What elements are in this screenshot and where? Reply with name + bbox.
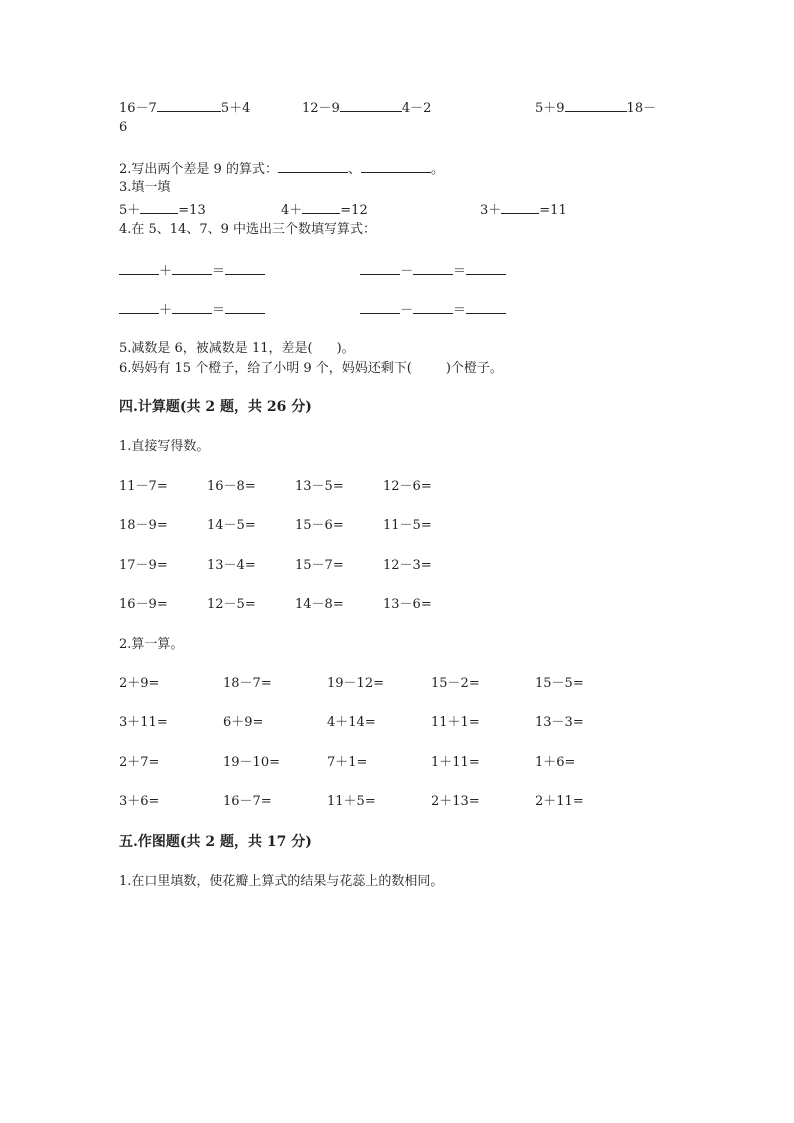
plus-sign: ＋ bbox=[159, 303, 173, 318]
compare-b-left: 12－9 bbox=[302, 101, 340, 116]
problem-cell[interactable]: 11＋1= bbox=[431, 715, 480, 730]
problem-cell[interactable]: 15－7= bbox=[295, 558, 344, 573]
problem-cell[interactable]: 1＋11= bbox=[431, 755, 480, 770]
problem-cell[interactable]: 13－4= bbox=[207, 558, 256, 573]
answer-blank[interactable] bbox=[413, 261, 453, 275]
problem-cell[interactable]: 11＋5= bbox=[327, 794, 376, 809]
answer-blank[interactable] bbox=[302, 200, 340, 214]
compare-c-wrap: 6 bbox=[119, 120, 128, 135]
fill-b-post: =12 bbox=[340, 203, 368, 218]
equation-sub-1 bbox=[360, 261, 506, 281]
answer-blank[interactable] bbox=[565, 98, 627, 112]
answer-blank[interactable] bbox=[225, 300, 265, 314]
question-5-text: 5.减数是 6，被减数是 11，差是( bbox=[119, 341, 313, 356]
equation-sub-2 bbox=[360, 300, 506, 320]
fill-a-pre: 5＋ bbox=[119, 203, 141, 218]
answer-blank[interactable] bbox=[501, 200, 539, 214]
fill-b-pre: 4＋ bbox=[281, 203, 303, 218]
section-4-q2-title: 2.算一算。 bbox=[119, 637, 184, 652]
period: 。 bbox=[430, 162, 444, 177]
answer-blank[interactable] bbox=[157, 98, 221, 112]
plus-sign: ＋ bbox=[159, 264, 173, 279]
question-5-end: )。 bbox=[336, 341, 355, 356]
answer-blank[interactable] bbox=[172, 261, 212, 275]
fill-item-b bbox=[281, 200, 368, 220]
problem-cell[interactable]: 7＋1= bbox=[327, 755, 368, 770]
problem-cell[interactable]: 11－7= bbox=[119, 479, 168, 494]
fill-c-pre: 3＋ bbox=[480, 203, 502, 218]
minus-sign: － bbox=[400, 303, 414, 318]
answer-blank[interactable] bbox=[172, 300, 212, 314]
problem-cell[interactable]: 18－9= bbox=[119, 518, 168, 533]
problem-cell[interactable]: 15－2= bbox=[431, 676, 480, 691]
equals-sign: ＝ bbox=[212, 264, 226, 279]
problem-cell[interactable]: 6＋9= bbox=[223, 715, 264, 730]
problem-cell[interactable]: 17－9= bbox=[119, 558, 168, 573]
compare-c-left: 5＋9 bbox=[535, 101, 565, 116]
problem-cell[interactable]: 16－8= bbox=[207, 479, 256, 494]
answer-blank[interactable] bbox=[119, 261, 159, 275]
problem-cell[interactable]: 14－5= bbox=[207, 518, 256, 533]
problem-cell[interactable]: 15－6= bbox=[295, 518, 344, 533]
problem-cell[interactable]: 2＋7= bbox=[119, 755, 160, 770]
compare-c-right: 18－ bbox=[626, 101, 657, 116]
answer-blank[interactable] bbox=[278, 159, 348, 173]
answer-blank[interactable] bbox=[360, 300, 400, 314]
problem-cell[interactable]: 11－5= bbox=[383, 518, 432, 533]
equals-sign: ＝ bbox=[212, 303, 226, 318]
question-3-title: 3.填一填 bbox=[119, 180, 171, 195]
compare-a-right: 5＋4 bbox=[220, 101, 251, 116]
question-6-end: )个橙子。 bbox=[445, 361, 503, 376]
problem-cell[interactable]: 2＋13= bbox=[431, 794, 480, 809]
answer-blank[interactable] bbox=[466, 261, 506, 275]
fill-c-post: =11 bbox=[539, 203, 567, 218]
answer-blank[interactable] bbox=[466, 300, 506, 314]
problem-cell[interactable]: 16－9= bbox=[119, 597, 168, 612]
equation-add-2 bbox=[119, 300, 265, 320]
question-6-text: 6.妈妈有 15 个橙子，给了小明 9 个，妈妈还剩下( bbox=[119, 361, 412, 376]
fill-item-a bbox=[119, 200, 206, 220]
answer-blank[interactable] bbox=[413, 300, 453, 314]
problem-cell[interactable]: 13－3= bbox=[535, 715, 584, 730]
problem-cell[interactable]: 13－6= bbox=[383, 597, 432, 612]
problem-cell[interactable]: 18－7= bbox=[223, 676, 272, 691]
section-4-q1-title: 1.直接写得数。 bbox=[119, 439, 210, 454]
problem-cell[interactable]: 3＋11= bbox=[119, 715, 168, 730]
question-4-title: 4.在 5、14、7、9 中选出三个数填写算式： bbox=[119, 222, 377, 237]
section-4-heading: 四.计算题(共 2 题，共 26 分) bbox=[119, 399, 312, 415]
compare-b-right: 4－2 bbox=[401, 101, 432, 116]
question-6 bbox=[119, 360, 503, 378]
compare-item-b bbox=[302, 98, 431, 118]
equals-sign: ＝ bbox=[453, 264, 467, 279]
problem-cell[interactable]: 14－8= bbox=[295, 597, 344, 612]
answer-blank[interactable] bbox=[119, 300, 159, 314]
fill-item-c bbox=[480, 200, 567, 220]
answer-blank[interactable] bbox=[225, 261, 265, 275]
equals-sign: ＝ bbox=[453, 303, 467, 318]
problem-cell[interactable]: 13－5= bbox=[295, 479, 344, 494]
question-5 bbox=[119, 340, 355, 358]
problem-cell[interactable]: 1＋6= bbox=[535, 755, 576, 770]
problem-cell[interactable]: 19－10= bbox=[223, 755, 280, 770]
section-5-q1-title: 1.在口里填数，使花瓣上算式的结果与花蕊上的数相同。 bbox=[119, 874, 444, 889]
answer-blank[interactable] bbox=[140, 200, 178, 214]
compare-a-left: 16－7 bbox=[119, 101, 157, 116]
problem-cell[interactable]: 12－6= bbox=[383, 479, 432, 494]
problem-cell[interactable]: 2＋11= bbox=[535, 794, 584, 809]
compare-item-a bbox=[119, 98, 250, 118]
minus-sign: － bbox=[400, 264, 414, 279]
problem-cell[interactable]: 15－5= bbox=[535, 676, 584, 691]
problem-cell[interactable]: 19－12= bbox=[327, 676, 384, 691]
problem-cell[interactable]: 3＋6= bbox=[119, 794, 160, 809]
question-2-text: 2.写出两个差是 9 的算式： bbox=[119, 162, 278, 177]
problem-cell[interactable]: 12－5= bbox=[207, 597, 256, 612]
equation-add-1 bbox=[119, 261, 265, 281]
problem-cell[interactable]: 12－3= bbox=[383, 558, 432, 573]
problem-cell[interactable]: 2＋9= bbox=[119, 676, 160, 691]
problem-cell[interactable]: 16－7= bbox=[223, 794, 272, 809]
fill-a-post: =13 bbox=[178, 203, 206, 218]
answer-blank[interactable] bbox=[360, 261, 400, 275]
separator: 、 bbox=[347, 162, 361, 177]
answer-blank[interactable] bbox=[340, 98, 402, 112]
section-5-heading: 五.作图题(共 2 题，共 17 分) bbox=[119, 834, 312, 850]
question-2 bbox=[119, 159, 444, 179]
answer-blank[interactable] bbox=[361, 159, 431, 173]
problem-cell[interactable]: 4＋14= bbox=[327, 715, 376, 730]
compare-item-c bbox=[535, 98, 656, 118]
